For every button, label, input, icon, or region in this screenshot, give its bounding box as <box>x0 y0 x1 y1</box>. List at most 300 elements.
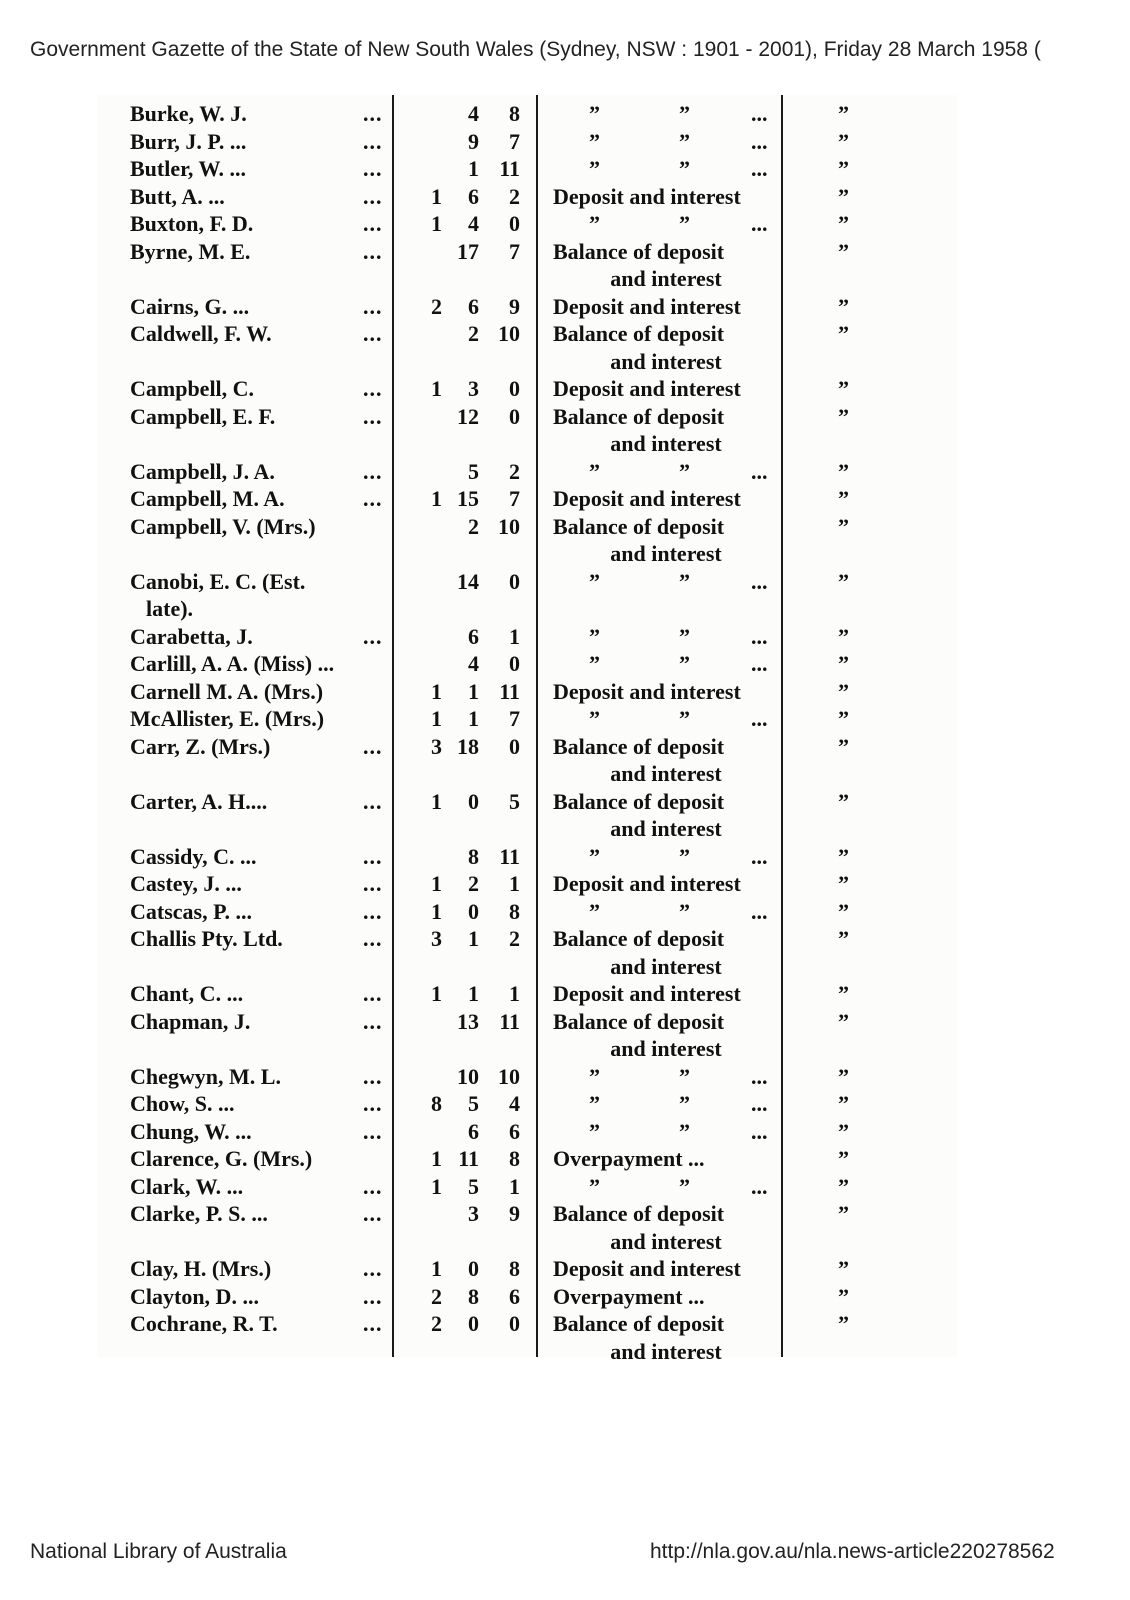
entry-description: Balance of deposit <box>553 788 725 814</box>
ditto-mark: ” <box>838 1118 849 1144</box>
ditto-mark: ” <box>679 568 690 594</box>
ellipsis: ... <box>751 458 768 484</box>
entry-name: Burke, W. J. <box>130 101 247 126</box>
footer-library: National Library of Australia <box>30 1540 287 1563</box>
entry-name: Burr, J. P. ... <box>130 128 247 154</box>
entry-name: Caldwell, F. W. <box>130 321 272 346</box>
ditto-mark: ” <box>589 843 600 869</box>
amount-pounds: 1 <box>431 788 442 814</box>
ditto-mark: ” <box>679 623 690 649</box>
ditto-mark: ” <box>838 1311 849 1336</box>
leader-dots: ... <box>363 1008 383 1034</box>
table-row <box>0 1310 1130 1338</box>
amount-pounds: 1 <box>431 981 442 1006</box>
amount-pounds: 1 <box>431 486 442 511</box>
amount-shillings: 1 <box>468 156 479 181</box>
entry-description: Deposit and interest <box>553 486 741 511</box>
entry-description-continuation: and interest <box>610 1338 722 1364</box>
amount-shillings: 9 <box>468 128 479 154</box>
ditto-mark: ” <box>679 706 690 731</box>
amount-pence: 0 <box>509 376 520 401</box>
amount-shillings: 0 <box>468 1311 479 1336</box>
entry-name: Campbell, J. A. <box>130 458 275 484</box>
table-row <box>0 1200 1130 1228</box>
ditto-mark: ” <box>589 458 600 484</box>
ditto-mark: ” <box>589 623 600 649</box>
entry-description: Deposit and interest <box>553 293 741 319</box>
leader-dots: ... <box>363 1063 383 1089</box>
amount-pence: 10 <box>498 513 520 539</box>
entry-description: Overpayment ... <box>553 1146 705 1171</box>
amount-shillings: 15 <box>457 486 479 511</box>
amount-pence: 6 <box>509 1118 520 1144</box>
ditto-mark: ” <box>838 513 849 539</box>
amount-shillings: 17 <box>457 238 479 264</box>
leader-dots: ... <box>363 321 383 346</box>
amount-pence: 0 <box>509 1311 520 1336</box>
leader-dots: ... <box>363 926 383 951</box>
ditto-mark: ” <box>589 651 600 676</box>
ditto-mark: ” <box>838 651 849 676</box>
amount-shillings: 1 <box>468 981 479 1006</box>
amount-pence: 1 <box>509 871 520 896</box>
entry-description-continuation: and interest <box>610 348 722 374</box>
ellipsis: ... <box>751 1063 768 1089</box>
leader-dots: ... <box>363 981 383 1006</box>
amount-pence: 11 <box>499 678 520 704</box>
amount-pence: 9 <box>509 293 520 319</box>
entry-name: Chung, W. ... <box>130 1118 252 1144</box>
ditto-mark: ” <box>838 898 849 924</box>
table-row <box>0 1063 1130 1091</box>
ditto-mark: ” <box>589 156 600 181</box>
table-row <box>0 513 1130 541</box>
leader-dots: ... <box>363 238 383 264</box>
amount-pounds: 8 <box>431 1091 442 1116</box>
ditto-mark: ” <box>589 101 600 126</box>
amount-shillings: 5 <box>468 1173 479 1199</box>
table-row <box>0 980 1130 1008</box>
ellipsis: ... <box>751 706 768 731</box>
entry-description-continuation: and interest <box>610 1036 722 1061</box>
amount-pounds: 1 <box>431 1146 442 1171</box>
entry-name: Carnell M. A. (Mrs.) <box>130 678 324 704</box>
amount-pounds: 3 <box>431 733 442 759</box>
table-row <box>0 1145 1130 1173</box>
ditto-mark: ” <box>838 733 849 759</box>
amount-shillings: 4 <box>468 101 479 126</box>
leader-dots: ... <box>363 1283 383 1309</box>
ditto-mark: ” <box>589 211 600 236</box>
amount-shillings: 12 <box>457 403 479 429</box>
amount-pounds: 3 <box>431 926 442 951</box>
ditto-mark: ” <box>838 183 849 209</box>
table-row-continuation <box>0 348 1130 376</box>
amount-pounds: 1 <box>431 871 442 896</box>
table-row <box>0 485 1130 513</box>
ditto-mark: ” <box>679 843 690 869</box>
amount-shillings: 4 <box>468 651 479 676</box>
amount-shillings: 10 <box>457 1063 479 1089</box>
footer-url[interactable]: http://nla.gov.au/nla.news-article220278562 <box>650 1540 1055 1563</box>
amount-pounds: 2 <box>431 293 442 319</box>
table-row <box>0 898 1130 926</box>
table-row <box>0 650 1130 678</box>
entry-name: Chapman, J. <box>130 1008 251 1034</box>
amount-pence: 6 <box>509 1283 520 1309</box>
amount-pence: 0 <box>509 403 520 429</box>
amount-pence: 7 <box>509 706 520 731</box>
entry-description: Balance of deposit <box>553 403 725 429</box>
leader-dots: ... <box>363 623 383 649</box>
table-row <box>0 1173 1130 1201</box>
entry-name: Cassidy, C. ... <box>130 843 257 869</box>
ditto-mark: ” <box>679 211 690 236</box>
table-row <box>0 128 1130 156</box>
ellipsis: ... <box>751 898 768 924</box>
table-row-continuation <box>0 595 1130 623</box>
table-row-continuation <box>0 1338 1130 1366</box>
entry-name: Chegwyn, M. L. <box>130 1063 281 1089</box>
entry-name: Challis Pty. Ltd. <box>130 926 283 951</box>
entry-description: Balance of deposit <box>553 238 725 264</box>
table-row <box>0 375 1130 403</box>
leader-dots: ... <box>363 211 383 236</box>
table-row <box>0 623 1130 651</box>
amount-shillings: 2 <box>468 321 479 346</box>
amount-shillings: 6 <box>468 623 479 649</box>
ditto-mark: ” <box>838 403 849 429</box>
ellipsis: ... <box>751 211 768 236</box>
amount-shillings: 6 <box>468 183 479 209</box>
table-row-continuation <box>0 760 1130 788</box>
table-row <box>0 1255 1130 1283</box>
ditto-mark: ” <box>838 376 849 401</box>
amount-shillings: 1 <box>468 926 479 951</box>
entry-description: Deposit and interest <box>553 981 741 1006</box>
entry-name: Chant, C. ... <box>130 981 244 1006</box>
entry-description-continuation: and interest <box>610 816 722 841</box>
ditto-mark: ” <box>838 1256 849 1281</box>
amount-pence: 0 <box>509 211 520 236</box>
entry-description-continuation: and interest <box>610 431 722 456</box>
ditto-mark: ” <box>679 156 690 181</box>
ellipsis: ... <box>751 623 768 649</box>
ditto-mark: ” <box>679 1091 690 1116</box>
entry-name: Campbell, M. A. <box>130 486 285 511</box>
ditto-mark: ” <box>838 871 849 896</box>
leader-dots: ... <box>363 156 383 181</box>
table-row-continuation <box>0 265 1130 293</box>
table-row <box>0 1090 1130 1118</box>
ditto-mark: ” <box>838 788 849 814</box>
table-row <box>0 293 1130 321</box>
entry-description: Balance of deposit <box>553 733 725 759</box>
table-row <box>0 925 1130 953</box>
leader-dots: ... <box>363 1256 383 1281</box>
amount-shillings: 6 <box>468 293 479 319</box>
amount-pence: 2 <box>509 458 520 484</box>
amount-pence: 4 <box>509 1091 520 1116</box>
entry-name: Carter, A. H.... <box>130 788 268 814</box>
entry-name: Byrne, M. E. <box>130 238 251 264</box>
entry-description: Deposit and interest <box>553 183 741 209</box>
entry-name: Campbell, V. (Mrs.) <box>130 513 316 539</box>
entry-name: Carabetta, J. <box>130 623 253 649</box>
leader-dots: ... <box>363 871 383 896</box>
amount-pence: 0 <box>509 651 520 676</box>
ditto-mark: ” <box>679 458 690 484</box>
ellipsis: ... <box>751 651 768 676</box>
entry-description-continuation: and interest <box>610 266 722 291</box>
amount-pounds: 1 <box>431 211 442 236</box>
table-row <box>0 788 1130 816</box>
amount-pounds: 2 <box>431 1283 442 1309</box>
ditto-mark: ” <box>589 706 600 731</box>
amount-shillings: 8 <box>468 1283 479 1309</box>
table-row-continuation <box>0 953 1130 981</box>
entry-name: Clark, W. ... <box>130 1173 244 1199</box>
ditto-mark: ” <box>679 1173 690 1199</box>
amount-shillings: 0 <box>468 1256 479 1281</box>
table-row <box>0 733 1130 761</box>
amount-pence: 11 <box>499 156 520 181</box>
leader-dots: ... <box>363 1091 383 1116</box>
amount-pounds: 1 <box>431 678 442 704</box>
amount-pence: 11 <box>499 1008 520 1034</box>
table-row-continuation <box>0 1228 1130 1256</box>
amount-shillings: 2 <box>468 871 479 896</box>
ditto-mark: ” <box>589 1118 600 1144</box>
leader-dots: ... <box>363 293 383 319</box>
table-row <box>0 705 1130 733</box>
entry-name: McAllister, E. (Mrs.) <box>130 706 325 731</box>
amount-shillings: 6 <box>468 1118 479 1144</box>
amount-pounds: 1 <box>431 376 442 401</box>
amount-pence: 11 <box>499 843 520 869</box>
table-row <box>0 568 1130 596</box>
amount-pence: 9 <box>509 1201 520 1226</box>
entry-name: Catscas, P. ... <box>130 898 253 924</box>
table-row-continuation <box>0 430 1130 458</box>
entry-name: Butt, A. ... <box>130 183 225 209</box>
ditto-mark: ” <box>838 211 849 236</box>
amount-pence: 10 <box>498 321 520 346</box>
amount-pence: 1 <box>509 623 520 649</box>
ellipsis: ... <box>751 128 768 154</box>
ditto-mark: ” <box>589 1091 600 1116</box>
entry-description: Balance of deposit <box>553 1201 725 1226</box>
leader-dots: ... <box>363 733 383 759</box>
entry-name: Carr, Z. (Mrs.) <box>130 733 271 759</box>
leader-dots: ... <box>363 128 383 154</box>
entry-description-continuation: and interest <box>610 761 722 786</box>
amount-pence: 2 <box>509 183 520 209</box>
amount-pence: 5 <box>509 788 520 814</box>
amount-pence: 10 <box>498 1063 520 1089</box>
amount-shillings: 0 <box>468 898 479 924</box>
leader-dots: ... <box>363 788 383 814</box>
ellipsis: ... <box>751 1173 768 1199</box>
ellipsis: ... <box>751 1091 768 1116</box>
ditto-mark: ” <box>838 128 849 154</box>
ditto-mark: ” <box>838 623 849 649</box>
table-row <box>0 678 1130 706</box>
leader-dots: ... <box>363 898 383 924</box>
amount-pence: 8 <box>509 1256 520 1281</box>
ditto-mark: ” <box>838 321 849 346</box>
ellipsis: ... <box>751 101 768 126</box>
ditto-mark: ” <box>838 981 849 1006</box>
table-row <box>0 458 1130 486</box>
entry-name: Clayton, D. ... <box>130 1283 259 1309</box>
ditto-mark: ” <box>838 486 849 511</box>
ditto-mark: ” <box>838 1283 849 1309</box>
leader-dots: ... <box>363 486 383 511</box>
amount-shillings: 1 <box>468 678 479 704</box>
leader-dots: ... <box>363 101 383 126</box>
ditto-mark: ” <box>589 568 600 594</box>
amount-shillings: 5 <box>468 1091 479 1116</box>
ellipsis: ... <box>751 1118 768 1144</box>
amount-shillings: 8 <box>468 843 479 869</box>
ditto-mark: ” <box>838 1146 849 1171</box>
amount-shillings: 14 <box>457 568 479 594</box>
ditto-mark: ” <box>838 1063 849 1089</box>
table-row <box>0 320 1130 348</box>
ditto-mark: ” <box>838 1201 849 1226</box>
entry-description-continuation: and interest <box>610 953 722 979</box>
ditto-mark: ” <box>838 458 849 484</box>
table-row <box>0 183 1130 211</box>
entry-description: Deposit and interest <box>553 678 741 704</box>
ditto-mark: ” <box>589 1063 600 1089</box>
amount-pence: 1 <box>509 1173 520 1199</box>
table-row <box>0 1283 1130 1311</box>
ellipsis: ... <box>751 156 768 181</box>
leader-dots: ... <box>363 403 383 429</box>
amount-pence: 8 <box>509 898 520 924</box>
ditto-mark: ” <box>838 156 849 181</box>
amount-pence: 8 <box>509 101 520 126</box>
amount-shillings: 2 <box>468 513 479 539</box>
ditto-mark: ” <box>679 101 690 126</box>
ellipsis: ... <box>751 568 768 594</box>
entry-name: Canobi, E. C. (Est. <box>130 568 306 594</box>
entry-description: Overpayment ... <box>553 1283 705 1309</box>
entry-description: Balance of deposit <box>553 1311 725 1336</box>
amount-pounds: 1 <box>431 183 442 209</box>
entry-description: Balance of deposit <box>553 513 725 539</box>
page-header: Government Gazette of the State of New South Wales (Sydney, NSW : 1901 - 2001), Friday 28 March 1958 ( <box>30 38 1041 61</box>
leader-dots: ... <box>363 1173 383 1199</box>
leader-dots: ... <box>363 458 383 484</box>
entry-description: Deposit and interest <box>553 871 741 896</box>
ditto-mark: ” <box>679 898 690 924</box>
table-row <box>0 1118 1130 1146</box>
ditto-mark: ” <box>838 1173 849 1199</box>
table-row <box>0 1008 1130 1036</box>
entry-description: Deposit and interest <box>553 376 741 401</box>
table-row <box>0 238 1130 266</box>
ditto-mark: ” <box>679 128 690 154</box>
ditto-mark: ” <box>838 843 849 869</box>
ditto-mark: ” <box>838 678 849 704</box>
amount-pounds: 1 <box>431 898 442 924</box>
amount-pounds: 1 <box>431 1173 442 1199</box>
table-row <box>0 155 1130 183</box>
amount-shillings: 5 <box>468 458 479 484</box>
entry-name-continuation: late). <box>146 596 194 621</box>
ditto-mark: ” <box>838 1091 849 1116</box>
ditto-mark: ” <box>679 651 690 676</box>
ditto-mark: ” <box>838 706 849 731</box>
table-row-continuation <box>0 540 1130 568</box>
ditto-mark: ” <box>679 1063 690 1089</box>
entry-name: Butler, W. ... <box>130 156 246 181</box>
entry-name: Clarence, G. (Mrs.) <box>130 1146 313 1171</box>
table-row <box>0 100 1130 128</box>
entry-name: Carlill, A. A. (Miss) ... <box>130 651 335 676</box>
amount-shillings: 1 <box>468 706 479 731</box>
entry-description: Balance of deposit <box>553 926 725 951</box>
amount-shillings: 13 <box>457 1008 479 1034</box>
amount-shillings: 0 <box>468 788 479 814</box>
entry-name: Chow, S. ... <box>130 1091 235 1116</box>
table-row <box>0 843 1130 871</box>
leader-dots: ... <box>363 843 383 869</box>
amount-shillings: 11 <box>458 1146 479 1171</box>
amount-pence: 7 <box>509 486 520 511</box>
leader-dots: ... <box>363 1201 383 1226</box>
ditto-mark: ” <box>838 293 849 319</box>
entry-description: Balance of deposit <box>553 321 725 346</box>
table-row <box>0 403 1130 431</box>
entry-name: Clay, H. (Mrs.) <box>130 1256 272 1281</box>
entry-description-continuation: and interest <box>610 1228 722 1254</box>
leader-dots: ... <box>363 1118 383 1144</box>
ditto-mark: ” <box>838 238 849 264</box>
table-row-continuation <box>0 1035 1130 1063</box>
ditto-mark: ” <box>838 926 849 951</box>
amount-pence: 0 <box>509 568 520 594</box>
ditto-mark: ” <box>838 101 849 126</box>
leader-dots: ... <box>363 376 383 401</box>
table-row <box>0 210 1130 238</box>
amount-pence: 0 <box>509 733 520 759</box>
amount-pence: 1 <box>509 981 520 1006</box>
leader-dots: ... <box>363 183 383 209</box>
entry-name: Castey, J. ... <box>130 871 242 896</box>
amount-pounds: 1 <box>431 706 442 731</box>
entry-description: Balance of deposit <box>553 1008 725 1034</box>
leader-dots: ... <box>363 1311 383 1336</box>
entry-name: Clarke, P. S. ... <box>130 1201 268 1226</box>
ditto-mark: ” <box>589 898 600 924</box>
table-row-continuation <box>0 815 1130 843</box>
amount-shillings: 3 <box>468 1201 479 1226</box>
amount-pence: 2 <box>509 926 520 951</box>
ellipsis: ... <box>751 843 768 869</box>
entry-description: Deposit and interest <box>553 1256 741 1281</box>
amount-shillings: 3 <box>468 376 479 401</box>
entry-name: Buxton, F. D. <box>130 211 254 236</box>
ditto-mark: ” <box>589 128 600 154</box>
ditto-mark: ” <box>679 1118 690 1144</box>
ditto-mark: ” <box>838 1008 849 1034</box>
amount-pounds: 1 <box>431 1256 442 1281</box>
amount-shillings: 4 <box>468 211 479 236</box>
